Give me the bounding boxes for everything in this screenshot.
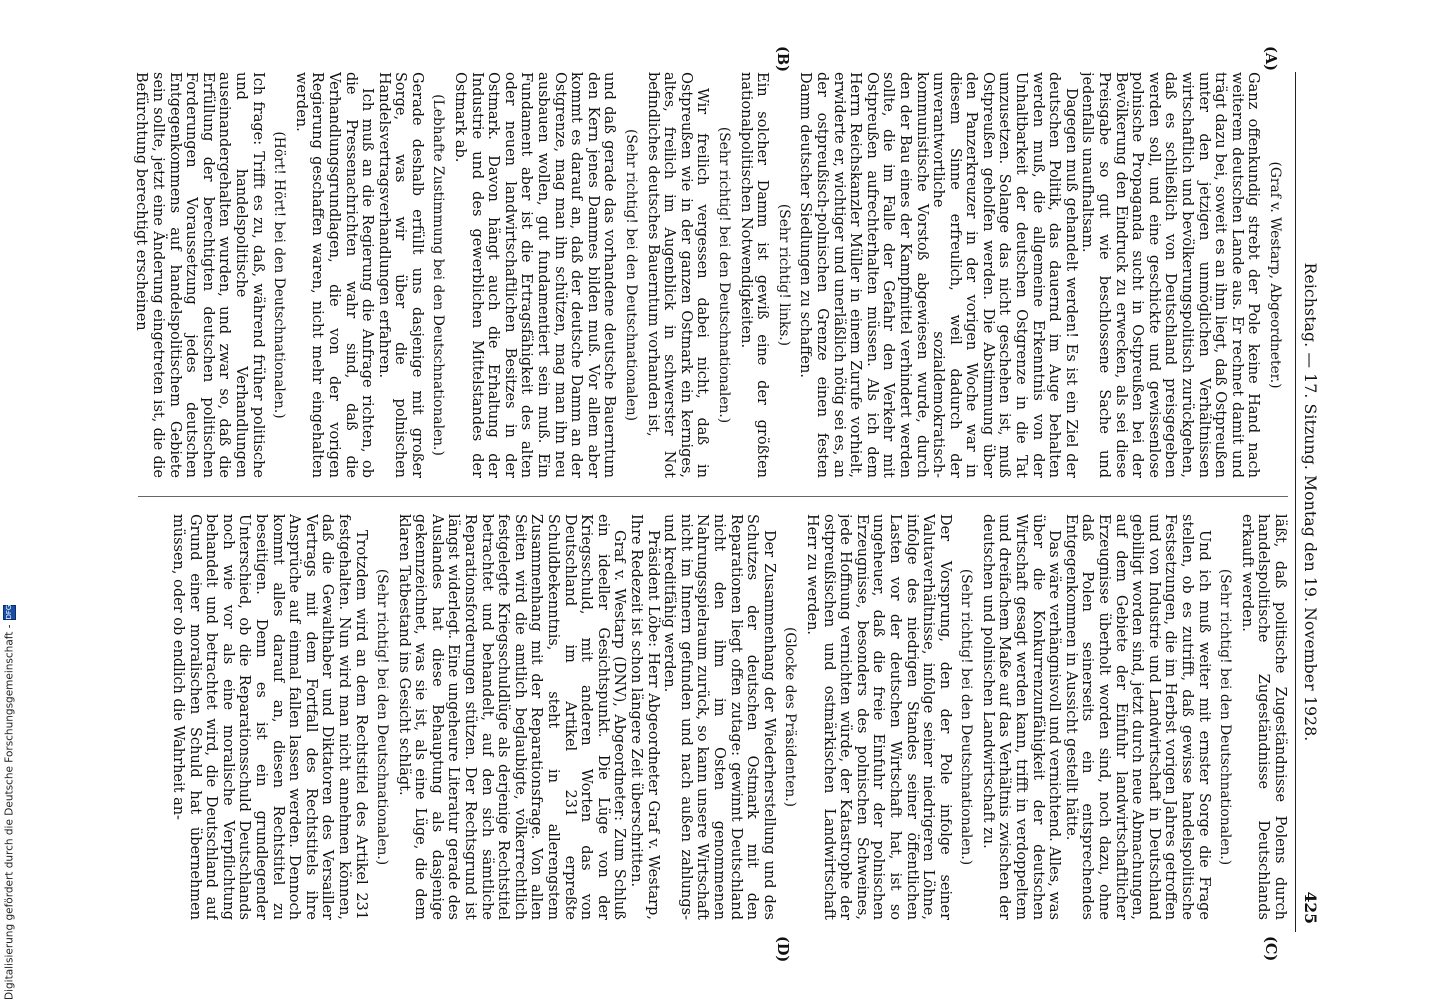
interjection: (Lebhafte Zustimmung bei den Deutschnationalen.) [430,94,447,456]
interjection: (Glocke des Präsidenten.) [782,626,799,808]
header-title: Reichstag. — 17. Sitzung. Montag den 19. November 1928. [1301,262,1319,742]
margin-marker-d: (D) [774,936,791,963]
margin-marker-c: (C) [1262,936,1279,962]
page-number: 425 [1301,891,1320,924]
paragraph: Der Zusammenhang der Wiederherstellung und des Schutzes der deutschen Ostmark mit den Reparationen liegt offen zutage: gewinnt Deutschland nicht den ihm im Osten genommenen Nahrungsspielraum zurück, so kann unsere Wirtschaft nicht im Innern gefunden und nach außen zahlungs- und kreditfähig werden. [661,514,777,920]
interjection: (Graf v. Westarp, Abgeordneter.) [1267,161,1283,389]
paragraph: Dagegen muß gehandelt werden! Es ist ein Ziel der deutschen Politik, das dauernd im Auge behalten werden muß, die allgemeine Erkenntnis von der Unhaltbarkeit der deutschen Ostgrenze in die Tat umzusetzen. Solange das nicht geschehen ist, muß Ostpreußen geholfen werden. Die Abstimmung über den Panzerkreuzer in der vorigen Woche war in diesem Sinne erfreulich, weil dadurch der unverantwortliche sozialdemokratisch-kommunistische Vorstoß abgewiesen wurde, durch den der Bau eines der Kampfmittel verhindert werden sollte, die im Falle der Gefahr den Verkehr mit Ostpreußen aufrechterhalten müssen. Als ich dem Herrn Reichskanzler Müller in einem Zurufe vorhielt, erwiderte er, wichtiger und unerläßlich nötig sei es, an der ostpreußisch-polnischen Grenze einen festen Damm deutscher Siedlungen zu schaffen. [797,72,1079,478]
paragraph: Der Vorsprung, den der Pole infolge seiner Valutaverhältnisse, infolge seiner niedrigeren Löhne, infolge des niedrigen Standes seiner öffentlichen Lasten vor der deutschen Wirtschaft hat, ist so ungeheuer, daß die freie Einfuhr der polnischen Erzeugnisse, besonders des polnischen Schweines, jede Hoffnung vernichten würde, der Katastrophe der ostpreußischen und ostmärkischen Landwirtschaft Herr zu werden. [803,514,953,920]
margin-marker-b: (B) [774,46,791,72]
digitization-footer [3,605,17,1000]
paragraph: Ich muß an die Regierung die Anfrage richten, ob die Pressenachrichten wahr sind, daß die Verhandlungsgrundlagen, die von der vorigen Regierung geschaffen waren, nicht mehr eingehalten werden. [292,72,376,478]
interjection: (Sehr richtig! bei den Deutschnationalen) [623,129,640,421]
interjection: (Sehr richtig! links.) [775,203,792,347]
paragraph: Graf v. Westarp (DNV), Abgeordneter: Zum Schluß ein ideeller Gesichtspunkt. Die Lüge von der Kriegsschuld, mit anderen Worten das von Deutschland im Artikel 231 erpreßte Schuldbekenntnis, steht in allerengstem Zusammenhang mit der Reparationsfrage. Von allen Seiten wird die amtlich beglaubigte, völkerrechtlich festgelegte Kriegsschuldlüge als derjenige Rechtstitel betrachtet und behandelt, auf den sich sämtliche Reparationsforderungen stützen. Der Rechtsgrund ist längst widerlegt. Eine ungeheure Literatur gerade des Auslandes hat diese Behauptung als dasjenige gekennzeichnet, was sie ist, als eine Lüge, die dem klaren Tatbestand ins Gesicht schlägt. [395,514,628,920]
paragraph: läßt, daß politische Zugeständnisse Polens durch handelspolitische Zugeständnisse Deutschlands erkauft werden. [1238,514,1288,920]
running-header [1295,72,1320,932]
interjection: (Sehr richtig! bei den Deutschnationalen.) [716,126,732,424]
paragraph: Ich frage: Trifft es zu, daß, während früher politische und handelspolitische Verhandlungen auseinandergehalten wurden, und zwar so, daß die Erfüllung der berechtigten deutschen politischen Forderungen Voraussetzung jedes deutschen Entgegenkommens auf handelspolitischem Gebiete sein sollte, jetzt eine Änderung eingetreten ist, die die Befürchtung berechtigt erscheinen [133,72,266,478]
paragraph: Das wäre verhängnisvoll und vernichtend. Alles, was über die Konkurrenzunfähigkeit der deutschen Wirtschaft gesagt werden kann, trifft in verdoppeltem und dreifachem Maße auf das Verhältnis zwischen der deutschen und polnischen Landwirtschaft zu. [979,514,1063,920]
left-column [128,72,1288,478]
paragraph: Ganz offenkundig strebt der Pole keine Hand nach weiterem deutschen Lande aus. Er rechnet damit und trägt dazu bei, soweit es an ihm liegt, daß Ostpreußen unter den jetzigen unmöglichen Verhältnissen wirtschaftlich und bevölkerungspolitisch zurückgehen, daß es schließlich von Deutschland preisgegeben werden soll, und eine geschickte und gewissenlose polnische Propaganda sucht in Ostpreußen bei der Bevölkerung den Eindruck zu erwecken, als sei diese Preisgabe so gut wie beschlossene Sache und jedenfalls unaufhaltsam. [1079,72,1262,478]
dfg-logo: DFG [3,605,16,620]
interjection: (Sehr richtig! bei den Deutschnationalen.) [1217,568,1234,866]
right-column [128,514,1288,920]
paragraph: und daß gerade das vorhandene deutsche Bauerntum den Kern jenes Dammes bilden muß. Vor allem aber kommt es darauf an, daß der deutsche Damm an der Ostgrenze, mag man ihn schützen, mag man ihn neu ausbauen wollen, gut fundamentiert sein muß. Ein Fundament aber ist die Ertragsfähigkeit des alten oder neuen landwirtschaftlichen Besitzes in der Ostmark. Davon hängt auch die Erhaltung der Industrie und des gewerblichen Mittelstandes der Ostmark ab. [452,72,618,478]
column-divider [138,496,1288,497]
interjection: (Sehr richtig! bei den Deutschnationalen.) [374,568,391,866]
rotated-page [120,46,1320,963]
footer-text: Digitalisierung gefördert durch die Deutsche Forschungsgemeinschaft - [3,624,16,1000]
paragraph: Trotzdem wird an dem Rechtstitel des Artikel 231 festgehalten. Nun wird man nicht annehmen können, daß die Gewalthaber und Diktatoren des Versailler Vertrags mit dem Fortfall des Rechtstitels ihre Ansprüche auf einmal fallen lassen werden. Dennoch kommt alles darauf an, diesen Rechtstitel zu beseitigen. Denn es ist ein grundlegender Unterschied, ob die Reparationsschuld Deutschlands noch wie vor als eine moralische Verpflichtung behandelt und betrachtet wird, die Deutschland auf Grund einer moralischen Schuld hat übernehmen müssen, oder ob endlich die Wahrheit an- [170,514,369,920]
paragraph: Präsident Löbe: Herr Abgeordneter Graf v. Westarp, Ihre Redezeit ist schon längere Zeit überschritten. [628,514,661,920]
interjection: (Hört! Hört! bei den Deutschnationalen.) [271,131,288,419]
interjection: (Sehr richtig! bei den Deutschnationalen.) [958,568,975,866]
paragraph: Gerade deshalb erfüllt uns dasjenige mit großer Sorge, was wir über die polnischen Handelsvertragsverhandlungen erfahren. [375,72,425,478]
paragraph: Und ich muß weiter mit ernster Sorge die Frage stellen, ob es zutrifft, daß gewisse handelspolitische Festsetzungen, die im Herbst vorigen Jahres getroffen und von Industrie und Landwirtschaft in Deutschland gebilligt worden sind, jetzt durch neue Abmachungen, auf dem Gebiete der Einfuhr landwirtschaftlicher Erzeugnisse überholt worden sind, noch dazu, ohne daß Polen seinerseits ein entsprechendes Entgegenkommen in Aussicht gestellt hätte. [1062,514,1212,920]
margin-marker-a: (A) [1262,46,1279,71]
paragraph: Ein solcher Damm ist gewiß eine der größten nationalpolitischen Notwendigkeiten. [737,72,771,478]
paragraph: Wir freilich vergessen dabei nicht, daß in Ostpreußen wie in der ganzen Ostmark ein kerniges, altes, freilich im Augenblick in schwerster Not befindliches deutsches Bauerntum vorhanden ist, [644,72,711,478]
